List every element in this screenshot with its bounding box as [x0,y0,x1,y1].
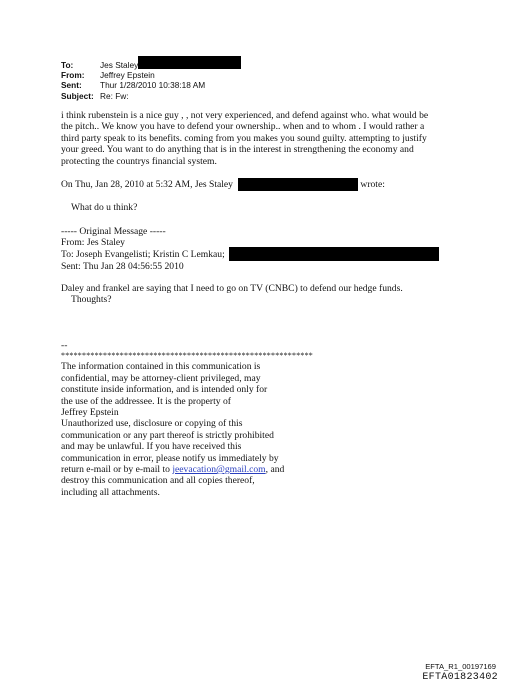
subject-row [61,91,241,101]
disclaimer-line: communication in error, please notify us immediately by [61,452,279,464]
bates-stamp-small: EFTA_R1_00197169 [425,662,496,671]
original-to-text: To: Joseph Evangelisti; Kristin C Lemkau; [61,248,225,260]
to-row [61,60,241,70]
signature-block [61,340,313,498]
original-sent: Sent: Thu Jan 28 04:56:55 2010 [61,260,184,272]
redaction-box [138,56,241,69]
from-row [61,70,241,80]
disclaimer-line: destroy this communication and all copies thereof, [61,475,255,487]
disclaimer-line: Unauthorized use, disclosure or copying of this [61,418,243,430]
sent-label: Sent: [61,80,82,91]
disclaimer-line: communication or any part thereof is strictly prohibited [61,429,274,441]
disclaimer-line: including all attachments. [61,486,160,498]
disclaimer-email-line [61,464,313,475]
email-header [61,60,241,101]
reply-line: i think rubenstein is a nice guy , , not very experienced, and defend against who. what would be [61,110,429,121]
sig-stars: ************************************************************ [61,351,313,361]
disclaimer-email-post: , and [265,464,285,476]
reply-line: third party speak to its benefits. coming from you makes you sound guilty. attempting to justify [61,132,427,144]
quote-intro [61,179,385,191]
original-from: From: Jes Staley [61,237,125,249]
redaction-box [238,178,358,191]
original-message [61,226,439,272]
to-label: To: [61,60,74,70]
subject-value: Re: Fw: [100,90,129,101]
reply-line: your greed. You want to do anything that is in the interest in strengthening the economy and [61,144,414,156]
original-divider: ----- Original Message ----- [61,226,166,237]
disclaimer-line: the use of the addressee. It is the property of [61,395,231,407]
sent-value: Thur 1/28/2010 10:38:18 AM [100,80,206,91]
from-label: From: [61,70,85,81]
quote-intro-start: On Thu, Jan 28, 2010 at 5:32 AM, Jes Staley [61,179,233,190]
disclaimer-line: constitute inside information, and is intended only for [61,384,268,396]
quote-intro-end: wrote: [360,179,385,190]
sent-row [61,80,241,90]
disclaimer-line: The information contained in this communication is [61,361,261,373]
reply-line: the pitch.. We know you have to defend your ownership.. when and to whom . I would rather a [61,121,425,133]
from-value: Jeffrey Epstein [100,70,155,81]
sig-dash: -- [61,340,68,351]
forwarded-message [61,283,403,306]
message-line: Daley and frankel are saying that I need to go on TV (CNBC) to defend our hedge funds. [61,283,403,294]
disclaimer-line: Jeffrey Epstein [61,407,119,419]
disclaimer-email-pre: return e-mail or by e-mail to [61,464,173,476]
reply-line: protecting the countrys financial system. [61,155,217,167]
email-link[interactable]: jeevacation@gmail.com [172,464,266,476]
disclaimer-line: and may be unlawful. If you have received this [61,441,242,453]
reply-body [61,110,428,167]
disclaimer-line: confidential, may be attorney-client privileged, may [61,372,261,384]
quote-text: What do u think? [71,202,138,213]
bates-stamp-large: EFTA01823402 [422,672,498,683]
message-line: Thoughts? [71,294,112,306]
to-value: Jes Staley [100,60,139,70]
original-to [61,249,439,261]
redaction-box [229,247,439,261]
subject-label: Subject: [61,90,94,101]
